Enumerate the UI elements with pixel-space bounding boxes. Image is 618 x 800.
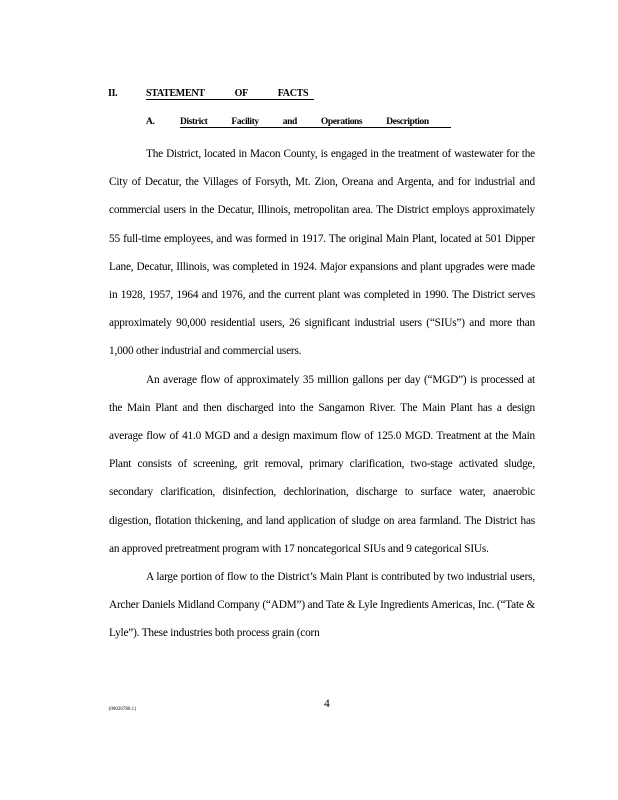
section-heading [108,88,314,99]
body-text [109,140,535,648]
section-number: II. [108,88,118,99]
document-id: {00026780.1} [108,707,137,712]
subsection-title: District Facility and Operations Description [180,117,451,128]
section-title: STATEMENT OF FACTS [146,88,314,100]
page-number: 4 [324,698,330,710]
subsection-letter: A. [146,117,155,127]
paragraph-1: The District, located in Macon County, is engaged in the treatment of wastewater for the City of Decatur, the Villages of Forsyth, Mt. Zion, Oreana and Argenta, and for industrial and commercial users in the Decatur, Illinois, metropolitan area. The District employs approximately 55 full-time employees, and was formed in 1917. The original Main Plant, located at 501 Dipper Lane, Decatur, Illinois, was completed in 1924. Major expansions and plant upgrades were made in 1928, 1957, 1964 and 1976, and the current plant was completed in 1990. The District serves approximately 90,000 residential users, 26 significant industrial users (“SIUs”) and more than 1,000 other industrial and commercial users. [109,148,535,358]
paragraph-3: A large portion of flow to the District’s Main Plant is contributed by two industrial users, Archer Daniels Midland Company (“ADM”) and Tate & Lyle Ingredients Americas, Inc. (“Tate & Lyle”). These industries both process grain (corn [109,571,535,640]
paragraph-2: An average flow of approximately 35 million gallons per day (“MGD”) is processed at the Main Plant and then discharged into the Sangamon River. The Main Plant has a design average flow of 41.0 MGD and a design maximum flow of 125.0 MGD. Treatment at the Main Plant consists of screening, grit removal, primary clarification, two-stage activated sludge, secondary clarification, disinfection, dechlorination, discharge to surface water, anaerobic digestion, flotation thickening, and land application of sludge on area farmland. The District has an approved pretreatment program with 17 noncategorical SIUs and 9 categorical SIUs. [109,373,535,555]
subsection-heading [146,117,451,127]
